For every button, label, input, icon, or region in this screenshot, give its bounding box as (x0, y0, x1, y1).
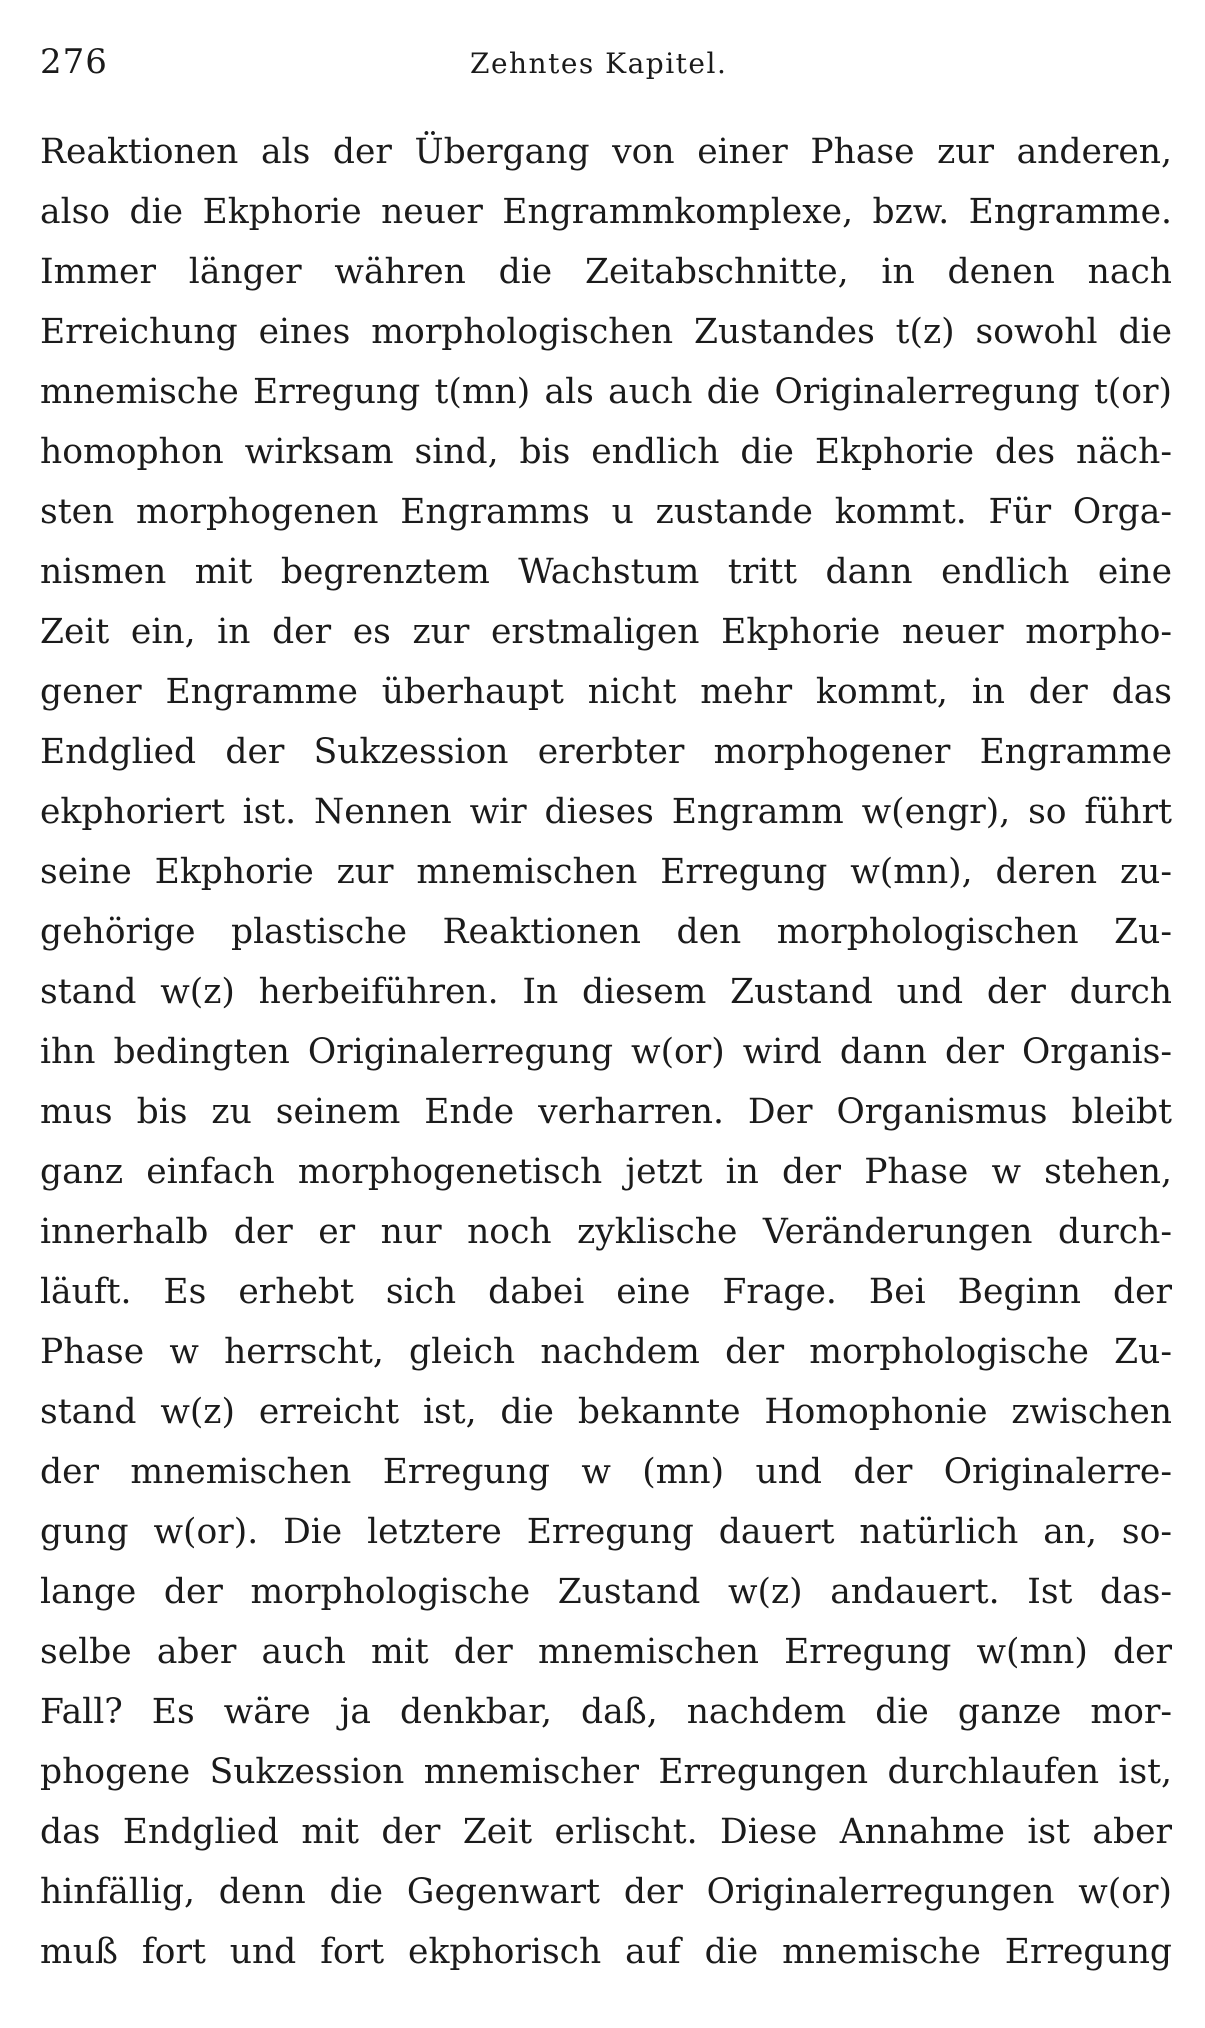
text-line: der mnemischen Erregung w (mn) und der Originalerre- (40, 1452, 1172, 1492)
text-line: stand w(z) erreicht ist, die bekannte Homophonie zwischen (40, 1392, 1172, 1432)
running-head: Zehntes Kapitel. (470, 47, 728, 80)
text-line: Reaktionen als der Übergang von einer Phase zur anderen, (40, 132, 1172, 172)
text-line: Zeit ein, in der es zur erstmaligen Ekphorie neuer morpho- (40, 612, 1172, 652)
text-line: Fall? Es wäre ja denkbar, daß, nachdem die ganze mor- (40, 1692, 1172, 1732)
text-line: das Endglied mit der Zeit erlischt. Diese Annahme ist aber (40, 1812, 1172, 1852)
text-line: phogene Sukzession mnemischer Erregungen durchlaufen ist, (40, 1752, 1172, 1792)
text-line: Endglied der Sukzession ererbter morphogener Engramme (40, 732, 1172, 772)
text-line: ganz einfach morphogenetisch jetzt in der Phase w stehen, (40, 1152, 1172, 1192)
text-line: ihn bedingten Originalerregung w(or) wird dann der Organis- (40, 1032, 1172, 1072)
text-line: Erreichung eines morphologischen Zustandes t(z) sowohl die (40, 312, 1172, 352)
page-header (40, 30, 1185, 90)
text-line: mnemische Erregung t(mn) als auch die Originalerregung t(or) (40, 372, 1172, 412)
text-line: gung w(or). Die letztere Erregung dauert natürlich an, so- (40, 1512, 1172, 1552)
text-line: hinfällig, denn die Gegenwart der Originalerregungen w(or) (40, 1872, 1172, 1912)
text-line: nismen mit begrenztem Wachstum tritt dann endlich eine (40, 552, 1172, 592)
text-line: gehörige plastische Reaktionen den morphologischen Zu- (40, 912, 1172, 952)
text-line: ekphoriert ist. Nennen wir dieses Engramm w(engr), so führt (40, 792, 1172, 832)
text-line: seine Ekphorie zur mnemischen Erregung w(mn), deren zu- (40, 852, 1172, 892)
text-line: lange der morphologische Zustand w(z) andauert. Ist das- (40, 1572, 1172, 1612)
text-line: stand w(z) herbeiführen. In diesem Zustand und der durch (40, 972, 1172, 1012)
text-line: mus bis zu seinem Ende verharren. Der Organismus bleibt (40, 1092, 1172, 1132)
text-line: Immer länger währen die Zeitabschnitte, in denen nach (40, 252, 1172, 292)
text-line: also die Ekphorie neuer Engrammkomplexe, bzw. Engramme. (40, 192, 1172, 232)
page-number: 276 (40, 42, 108, 82)
text-line: homophon wirksam sind, bis endlich die Ekphorie des näch- (40, 432, 1172, 472)
text-line: Phase w herrscht, gleich nachdem der morphologische Zu- (40, 1332, 1172, 1372)
text-line: innerhalb der er nur noch zyklische Veränderungen durch- (40, 1212, 1172, 1252)
text-line: sten morphogenen Engramms u zustande kommt. Für Orga- (40, 492, 1172, 532)
text-line: läuft. Es erhebt sich dabei eine Frage. Bei Beginn der (40, 1272, 1172, 1312)
text-line: selbe aber auch mit der mnemischen Erregung w(mn) der (40, 1632, 1172, 1672)
text-line: gener Engramme überhaupt nicht mehr kommt, in der das (40, 672, 1172, 712)
text-line: muß fort und fort ekphorisch auf die mnemische Erregung (40, 1932, 1172, 1972)
body-text (40, 122, 1172, 1982)
